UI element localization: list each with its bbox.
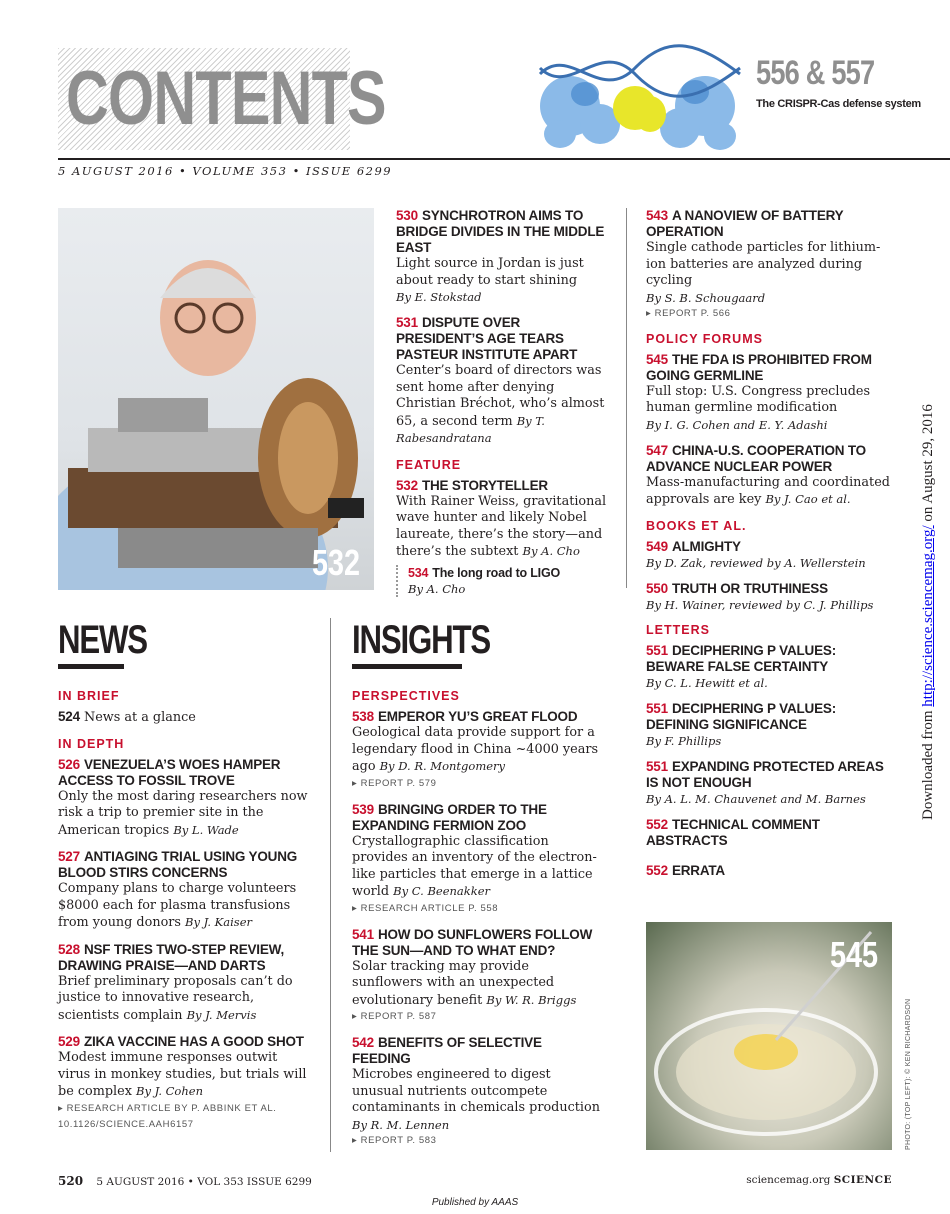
download-note: Downloaded from http://science.sciencemag.org/ on August 29, 2016 bbox=[920, 404, 936, 820]
summary: Light source in Jordan is just about ready to start shining bbox=[396, 256, 584, 288]
list-item: 526 VENEZUELA’S WOES HAMPER ACCESS TO FOSSIL TROVE Only the most daring researchers now risk a trip to premier site in the American tropics By L. Wade bbox=[58, 756, 308, 838]
column-divider bbox=[626, 208, 627, 588]
list-item: 543 A NANOVIEW OF BATTERY OPERATION Single cathode particles for lithium-ion batteries are analyzed during cycling By S. B. Schougaard ▸ REPORT P. 566 bbox=[646, 208, 892, 322]
list-item: 552 TECHNICAL COMMENT ABSTRACTS bbox=[646, 816, 820, 848]
headline: DISPUTE OVER PRESIDENT’S AGE TEARS PASTEUR INSTITUTE APART bbox=[396, 315, 578, 362]
list-item: 552 ERRATA bbox=[646, 862, 725, 878]
list-item: 539 BRINGING ORDER TO THE EXPANDING FERMION ZOO Crystallographic classification provides an inventory of the electron-like particles that emerge in a lattice world By C. Beenakker ▸ RESEARCH ARTICLE P. 558 bbox=[352, 802, 602, 917]
section-label-letters: LETTERS bbox=[646, 622, 710, 637]
cross-reference[interactable]: ▸ RESEARCH ARTICLE BY P. ABBINK ET AL. bbox=[58, 1102, 277, 1114]
list-item: 549 ALMIGHTY By D. Zak, reviewed by A. Wellerstein bbox=[646, 538, 866, 570]
cross-reference[interactable]: ▸ REPORT P. 579 bbox=[352, 777, 437, 789]
list-item: 532 THE STORYTELLER With Rainer Weiss, gravitational wave hunter and likely Nobel laureate, there’s the story—and there’s the subtext By A. Cho 534 The long road to LIGO By A. Cho bbox=[396, 477, 607, 596]
list-item: 529 ZIKA VACCINE HAS A GOOD SHOT Modest immune responses outwit virus in monkey studies, but trials will be complex By J. Cohen ▸ RESEARCH ARTICLE BY P. ABBINK ET AL. 10.1126/SCIENCE.AAH6157 bbox=[58, 1034, 308, 1133]
column-divider bbox=[330, 618, 331, 1152]
list-item: 550 TRUTH OR TRUTHINESS By H. Wainer, reviewed by C. J. Phillips bbox=[646, 580, 874, 612]
footer-brand: SCIENCE bbox=[833, 1174, 892, 1186]
dateline: 5 AUGUST 2016 • VOLUME 353 • ISSUE 6299 bbox=[58, 158, 950, 178]
list-item: 530 SYNCHROTRON AIMS TO BRIDGE DIVIDES IN THE MIDDLE EAST Light source in Jordan is just about ready to start shining By E. Stokstad bbox=[396, 208, 608, 305]
section-label-in-brief: IN BRIEF bbox=[58, 689, 120, 703]
list-item: 545 THE FDA IS PROHIBITED FROM GOING GERMLINE Full stop: U.S. Congress precludes human germline modification By I. G. Cohen and E. Y. Adashi bbox=[646, 351, 872, 432]
summary: With Rainer Weiss, gravitational wave hunter and likely Nobel laureate, there’s the story—and there’s the subtext By A. Cho bbox=[396, 493, 607, 559]
cover-caption: The CRISPR-Cas defense system bbox=[756, 98, 921, 110]
published-by: Published by AAAS bbox=[431, 1197, 519, 1208]
headline: A NANOVIEW OF BATTERY OPERATION bbox=[646, 208, 844, 239]
news-column bbox=[58, 618, 308, 1143]
petri-dish-photo bbox=[646, 922, 892, 1150]
page-number: 520 bbox=[58, 1174, 84, 1188]
section-label-in-depth: IN DEPTH bbox=[58, 736, 125, 751]
insights-title: INSIGHTS bbox=[352, 618, 490, 662]
download-link[interactable]: http://science.sciencemag.org/ bbox=[920, 525, 936, 707]
cover-pages: 556 & 557 bbox=[756, 54, 875, 92]
petri-page-number: 545 bbox=[829, 934, 878, 975]
insights-column bbox=[352, 618, 602, 1159]
insights-title-bar bbox=[352, 664, 462, 669]
footer-date: 5 AUGUST 2016 • VOL 353 ISSUE 6299 bbox=[96, 1176, 312, 1188]
list-item: 538 EMPEROR YU’S GREAT FLOOD Geological data provide support for a legendary flood in China ~4000 years ago By D. R. Montgomery ▸ REPORT P. 579 bbox=[352, 709, 602, 792]
section-label-perspectives: PERSPECTIVES bbox=[352, 689, 460, 703]
right-column bbox=[646, 208, 892, 889]
photo-credit: PHOTO: (TOP LEFT): © KEN RICHARDSON bbox=[905, 998, 912, 1150]
list-item: 551 DECIPHERING P VALUES: DEFINING SIGNIFICANCE By F. Phillips bbox=[646, 700, 837, 748]
news-title-bar bbox=[58, 664, 124, 669]
portrait-photo bbox=[58, 208, 374, 590]
summary: Center’s board of directors was sent home after denying Christian Bréchot, who’s almost 65, a second term By T. Rabesandratana bbox=[396, 363, 605, 445]
news-title: NEWS bbox=[58, 618, 147, 662]
list-item: 547 CHINA-U.S. COOPERATION TO ADVANCE NUCLEAR POWER Mass-manufacturing and coordinated approvals are key By J. Cao et al. bbox=[646, 442, 890, 507]
cross-reference[interactable]: ▸ REPORT P. 583 bbox=[352, 1134, 437, 1146]
feature-sub-item: 534 The long road to LIGO By A. Cho bbox=[396, 565, 608, 597]
byline: By E. Stokstad bbox=[396, 290, 482, 304]
list-item: 541 HOW DO SUNFLOWERS FOLLOW THE SUN—AND TO WHAT END? Solar tracking may provide sunflowers with an unexpected evolutionary benefit By W. R. Briggs ▸ REPORT P. 587 bbox=[352, 927, 602, 1026]
list-item: 542 BENEFITS OF SELECTIVE FEEDING Microbes engineered to digest unusual nutrients outcompete contaminants in chemicals production By R. M. Lennen ▸ REPORT P. 583 bbox=[352, 1035, 602, 1149]
list-item: 528 NSF TRIES TWO-STEP REVIEW, DRAWING PRAISE—AND DARTS Brief preliminary proposals can’t do justice to innovative research, scientists complain By J. Mervis bbox=[58, 941, 293, 1023]
section-label-books: BOOKS ET AL. bbox=[646, 518, 747, 533]
footer-site[interactable]: sciencemag.org bbox=[746, 1174, 831, 1186]
list-item: 527 ANTIAGING TRIAL USING YOUNG BLOOD STIRS CONCERNS Company plans to charge volunteers $8000 each for plasma transfusions from young donors By J. Kaiser bbox=[58, 849, 298, 930]
list-item: 524 News at a glance bbox=[58, 709, 196, 725]
contents-title: CONTENTS bbox=[66, 56, 386, 141]
headline: SYNCHROTRON AIMS TO BRIDGE DIVIDES IN THE MIDDLE EAST bbox=[396, 208, 605, 255]
crispr-structure-illustration bbox=[530, 44, 750, 160]
list-item: 551 EXPANDING PROTECTED AREAS IS NOT ENOUGH By A. L. M. Chauvenet and M. Barnes bbox=[646, 758, 884, 806]
cross-reference[interactable]: ▸ REPORT P. 566 bbox=[646, 307, 731, 319]
top-middle-column bbox=[396, 208, 608, 597]
footer bbox=[58, 1174, 892, 1188]
cross-reference[interactable]: ▸ RESEARCH ARTICLE P. 558 bbox=[352, 902, 499, 914]
portrait-illustration bbox=[58, 208, 374, 590]
doi[interactable]: 10.1126/SCIENCE.AAH6157 bbox=[58, 1118, 194, 1130]
cross-reference[interactable]: ▸ REPORT P. 587 bbox=[352, 1011, 437, 1022]
list-item: 551 DECIPHERING P VALUES: BEWARE FALSE CERTAINTY By C. L. Hewitt et al. bbox=[646, 642, 837, 690]
portrait-page-number: 532 bbox=[311, 542, 360, 583]
footer-right bbox=[746, 1174, 892, 1186]
list-item: 531 DISPUTE OVER PRESIDENT’S AGE TEARS PASTEUR INSTITUTE APART Center’s board of directors was sent home after denying Christian Bréchot, who’s almost 65, a second term By T. Rabesandratana bbox=[396, 315, 608, 448]
section-label-policy: POLICY FORUMS bbox=[646, 331, 763, 346]
section-label-feature: FEATURE bbox=[396, 457, 462, 472]
headline: THE STORYTELLER bbox=[421, 477, 548, 493]
